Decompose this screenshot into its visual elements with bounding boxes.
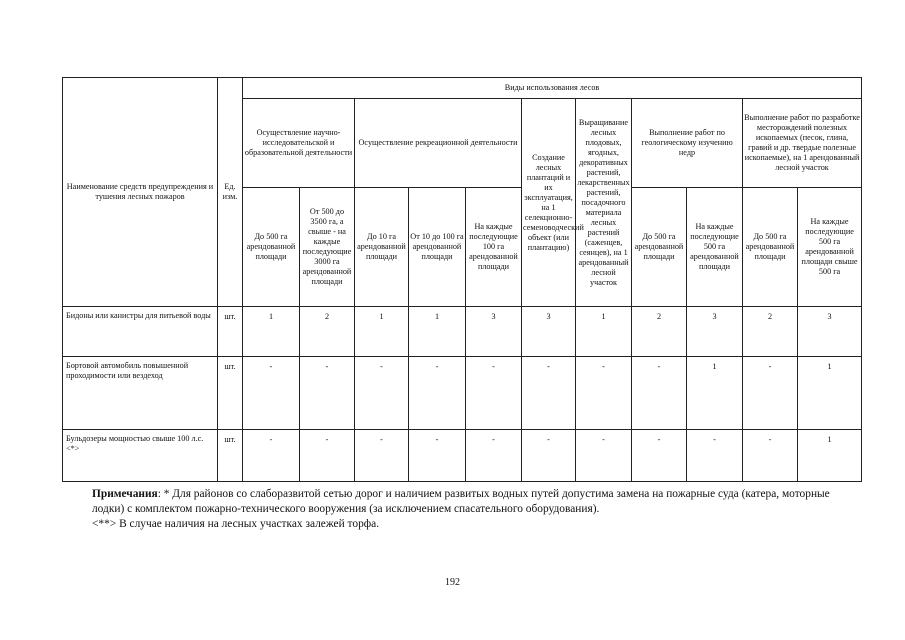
header-name: Наименование средств предупреждения и тушения лесных пожаров <box>63 78 218 307</box>
row-value: - <box>409 357 466 430</box>
header-group-geology: Выполнение работ по геологическому изучению недр <box>632 99 743 188</box>
subheader: На каждые последующие 100 га арендованной площади <box>466 188 522 307</box>
row-name: Бидоны или канистры для питьевой воды <box>63 307 218 357</box>
subheader: На каждые последующие 500 га арендованной площади свыше 500 га <box>798 188 862 307</box>
row-unit: шт. <box>218 430 243 482</box>
row-value: 1 <box>409 307 466 357</box>
row-value: - <box>355 430 409 482</box>
row-value: - <box>632 357 687 430</box>
subheader: На каждые последующие 500 га арендованной площади <box>687 188 743 307</box>
row-value: - <box>466 430 522 482</box>
row-value: - <box>687 430 743 482</box>
row-value: - <box>522 357 576 430</box>
row-name: Бульдозеры мощностью свыше 100 л.с. <*> <box>63 430 218 482</box>
table-row <box>63 357 862 430</box>
row-value: - <box>300 430 355 482</box>
subheader: До 500 га арендованной площади <box>243 188 300 307</box>
table-row <box>63 430 862 482</box>
header-group-growing: Выращивание лесных плодовых, ягодных, декоративных растений, лекарственных растений, посадочного материала лесных растений (саженцев, сеянцев), на 1 арендованный лесной участок <box>576 99 632 307</box>
row-value: - <box>522 430 576 482</box>
header-group-plantations: Создание лесных плантаций и их эксплуатация, на 1 селекционно-семеноводческий объект (или плантацию) <box>522 99 576 307</box>
row-value: - <box>355 357 409 430</box>
row-value: - <box>632 430 687 482</box>
page-number: 192 <box>445 577 460 588</box>
row-value: 2 <box>632 307 687 357</box>
subheader: От 500 до 3500 га, а свыше - на каждые последующие 3000 га арендованной площади <box>300 188 355 307</box>
subheader: От 10 до 100 га арендованной площади <box>409 188 466 307</box>
subheader: До 500 га арендованной площади <box>632 188 687 307</box>
row-unit: шт. <box>218 357 243 430</box>
row-value: 1 <box>687 357 743 430</box>
row-value: - <box>409 430 466 482</box>
row-value: 1 <box>355 307 409 357</box>
table-row <box>63 307 862 357</box>
row-value: 1 <box>798 357 862 430</box>
header-unit: Ед. изм. <box>218 78 243 307</box>
row-value: 2 <box>743 307 798 357</box>
row-value: - <box>466 357 522 430</box>
note-1-text: : * Для районов со слаборазвитой сетью дорог и наличием развитых водных путей допустима замена на пожарные суда (катера, моторные лодки) с комплектом пожарно-технического вооружения (за исключением спасательного оборудования). <box>92 488 830 515</box>
row-value: - <box>300 357 355 430</box>
row-value: 3 <box>466 307 522 357</box>
fire-equipment-table <box>62 77 862 482</box>
header-group-science: Осуществление научно-исследовательской и образовательной деятельности <box>243 99 355 188</box>
row-name: Бортовой автомобиль повышенной проходимости или вездеход <box>63 357 218 430</box>
note-1 <box>62 487 861 517</box>
row-value: - <box>243 430 300 482</box>
note-2: <**> В случае наличия на лесных участках залежей торфа. <box>92 518 380 530</box>
row-value: 3 <box>687 307 743 357</box>
row-value: 1 <box>798 430 862 482</box>
row-value: - <box>743 430 798 482</box>
notes-label: Примечания <box>92 488 158 500</box>
row-value: 1 <box>576 307 632 357</box>
row-value: - <box>243 357 300 430</box>
row-value: 3 <box>522 307 576 357</box>
row-unit: шт. <box>218 307 243 357</box>
row-value: 2 <box>300 307 355 357</box>
row-value: 3 <box>798 307 862 357</box>
subheader: До 500 га арендованной площади <box>743 188 798 307</box>
header-group-title: Виды использования лесов <box>243 78 862 99</box>
row-value: - <box>576 357 632 430</box>
header-group-mining: Выполнение работ по разработке месторождений полезных ископаемых (песок, глина, гравий и др. твердые полезные ископаемые), на 1 арендованный лесной участок <box>743 99 862 188</box>
row-value: 1 <box>243 307 300 357</box>
row-value: - <box>576 430 632 482</box>
row-value: - <box>743 357 798 430</box>
notes <box>62 487 861 532</box>
subheader: До 10 га арендованной площади <box>355 188 409 307</box>
header-group-recreation: Осуществление рекреационной деятельности <box>355 99 522 188</box>
